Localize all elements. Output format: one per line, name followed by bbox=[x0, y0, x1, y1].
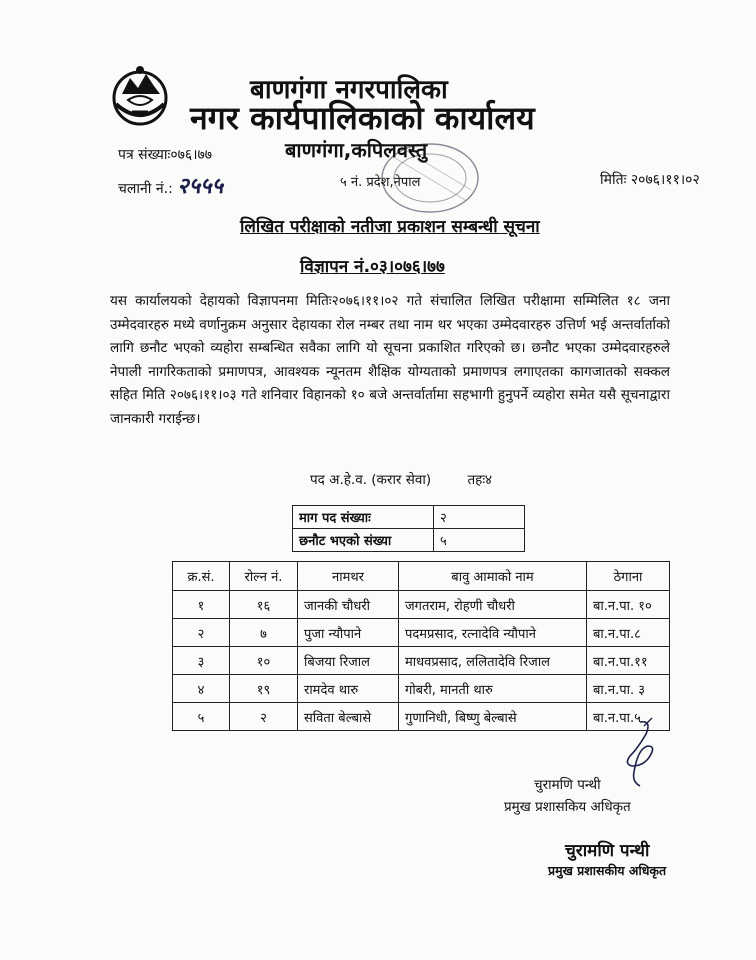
cell-address: बा.न.पा. ३ bbox=[587, 675, 670, 703]
cell-name: रामदेव थारु bbox=[298, 675, 399, 703]
vacancy-summary-table bbox=[292, 505, 525, 552]
cell-address: बा.न.पा.११ bbox=[587, 647, 670, 675]
name-stamp: चुरामणि पन्थी bbox=[565, 841, 650, 861]
advertisement-number: विज्ञापन नं.०३।०७६।७७ bbox=[300, 257, 445, 277]
office-title: नगर कार्यपालिकाको कार्यालय bbox=[190, 99, 535, 137]
table-header-row bbox=[173, 562, 670, 591]
cell-name: जानकी चौधरी bbox=[298, 591, 399, 619]
cell-roll: १० bbox=[230, 647, 298, 675]
cell-serial: ३ bbox=[173, 647, 230, 675]
cell-serial: ४ bbox=[173, 675, 230, 703]
cell-address: बा.न.पा. १० bbox=[587, 591, 670, 619]
header-name: नामथर bbox=[298, 562, 399, 591]
title-stamp: प्रमुख प्रशासकीय अधिकृत bbox=[548, 863, 667, 878]
cell-name: सविता बेल्बासे bbox=[298, 703, 399, 731]
cell-address: बा.न.पा.८ bbox=[587, 619, 670, 647]
table-row bbox=[173, 675, 670, 703]
header-address: ठेगाना bbox=[587, 562, 670, 591]
cell-serial: ५ bbox=[173, 703, 230, 731]
cell-roll: २ bbox=[230, 703, 298, 731]
signer-name: चुरामणि पन्थी bbox=[534, 777, 601, 793]
results-table bbox=[172, 561, 670, 731]
cell-parents: गुणानिधी, बिष्णु बेल्बासे bbox=[399, 703, 587, 731]
cell-name: पुजा न्यौपाने bbox=[298, 619, 399, 647]
cell-parents: गोबरी, मानती थारु bbox=[399, 675, 587, 703]
cell-roll: १९ bbox=[230, 675, 298, 703]
selected-label: छनौट भएको संख्या bbox=[293, 529, 434, 552]
table-row bbox=[173, 619, 670, 647]
cell-serial: २ bbox=[173, 619, 230, 647]
table-row bbox=[173, 647, 670, 675]
post-line bbox=[310, 470, 492, 488]
province-line: ५ नं. प्रदेश,नेपाल bbox=[340, 175, 421, 190]
cell-parents: माधवप्रसाद, ललितादेवि रिजाल bbox=[399, 647, 587, 675]
table-row bbox=[293, 506, 525, 529]
cell-roll: १६ bbox=[230, 591, 298, 619]
dispatch-number bbox=[118, 170, 223, 200]
post-level: तहः४ bbox=[467, 472, 493, 488]
notice-body: यस कार्यालयको देहायको विज्ञापनमा मितिः२०७६।११।०२ गते संचालित लिखित परीक्षामा सम्मिलित १८ जना उम्मेदवारहरु मध्ये वर्णानुक्रम अनुसार देहायका रोल नम्बर तथा नाम थर भएका उम्मेदवारहरु उत्तिर्ण भई अन्तर्वार्ताको लागि छनौट भएको व्यहोरा सम्बन्धित सवैका लागि यो सूचना प्रकाशित गरिएको छ। छनौट भएका उम्मेदवारहरुले नेपाली नागरिकताको प्रमाणपत्र, आवश्यक न्यूनतम शैक्षिक योग्यताको प्रमाणपत्र लगाएतका कागजातको सक्कल सहित मिति २०७६।११।०३ गते शनिवार विहानको १० बजे अन्तर्वार्तामा सहभागी हुनुपर्ने व्यहोरा समेत यसै सूचनाद्वारा जानकारी गराईन्छ। bbox=[110, 293, 670, 427]
table-row bbox=[173, 591, 670, 619]
notice-title: लिखित परीक्षाको नतीजा प्रकाशन सम्बन्धी सूचना bbox=[240, 217, 540, 237]
signer-title: प्रमुख प्रशासकिय अधिकृत bbox=[504, 799, 631, 815]
selected-value: ५ bbox=[434, 529, 525, 552]
table-row bbox=[293, 529, 525, 552]
dispatch-label: चलानी नं.: bbox=[118, 181, 173, 197]
cell-name: बिजया रिजाल bbox=[298, 647, 399, 675]
cell-parents: पदमप्रसाद, रत्नादेवि न्यौपाने bbox=[399, 619, 587, 647]
letter-date: मितिः २०७६।११।०२ bbox=[600, 172, 700, 188]
dispatch-value: २५५५ bbox=[177, 174, 224, 199]
office-address: बाणगंगा,कपिलवस्तु bbox=[285, 138, 428, 162]
demand-value: २ bbox=[434, 506, 525, 529]
header-roll: रोल्न नं. bbox=[230, 562, 298, 591]
cell-address: बा.न.पा.५ bbox=[587, 703, 670, 731]
cell-parents: जगतराम, रोहणी चौधरी bbox=[399, 591, 587, 619]
cell-serial: १ bbox=[173, 591, 230, 619]
post-name: पद अ.हे.व. (करार सेवा) bbox=[310, 472, 432, 488]
municipality-name: बाणगंगा नगरपालिका bbox=[250, 75, 448, 105]
header-parents: बावु आमाको नाम bbox=[399, 562, 587, 591]
header-serial: क्र.सं. bbox=[173, 562, 230, 591]
table-row bbox=[173, 703, 670, 731]
demand-label: माग पद संख्याः bbox=[293, 506, 434, 529]
handwritten-signature bbox=[600, 716, 670, 788]
nepal-emblem-icon bbox=[108, 64, 172, 128]
cell-roll: ७ bbox=[230, 619, 298, 647]
letter-number: पत्र संख्याः०७६।७७ bbox=[118, 147, 213, 163]
